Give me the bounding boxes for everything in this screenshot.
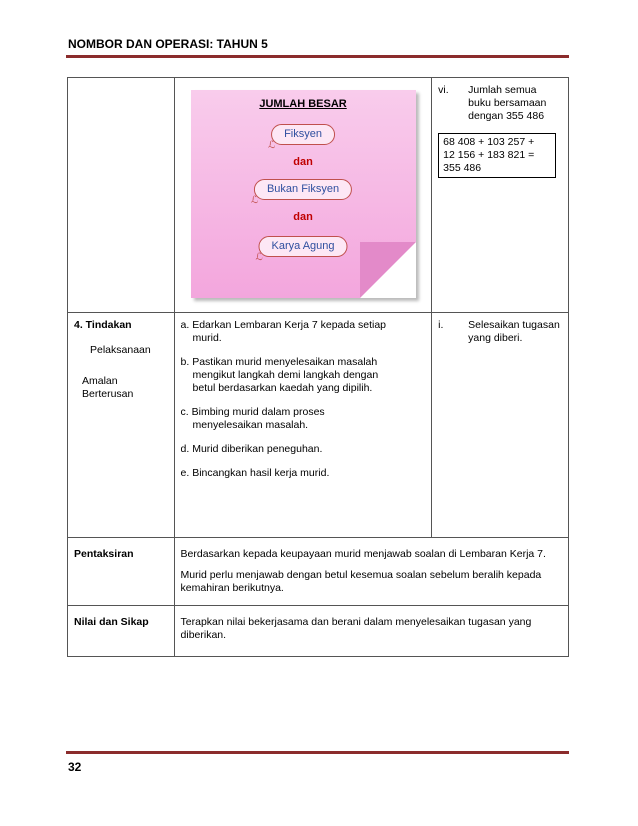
- steps-cell: [174, 313, 432, 538]
- table-row: [68, 538, 569, 606]
- assessment-cell: [174, 538, 568, 606]
- step-sub-label: [82, 375, 168, 401]
- item-number: vi.: [438, 84, 449, 96]
- cloud-bukan-fiksyen: [250, 179, 352, 206]
- swirl-icon: ℒ: [250, 195, 259, 206]
- list-item: [181, 319, 426, 345]
- item-line: b. Pastikan murid menyelesaikan masalah: [180, 356, 378, 368]
- paragraph: Berdasarkan kepada keupayaan murid menjawab soalan di Lembaran Kerja 7.: [180, 548, 546, 560]
- item-line: mengikut langkah demi langkah dengan: [192, 369, 379, 381]
- empty-cell: [68, 78, 175, 313]
- item-line: e. Bincangkan hasil kerja murid.: [180, 467, 330, 479]
- sub-label-line: Amalan: [82, 375, 118, 387]
- table-row: [68, 313, 569, 538]
- sticky-note: [191, 90, 416, 298]
- note-cell: [174, 78, 432, 313]
- item-line: d. Murid diberikan peneguhan.: [180, 443, 323, 455]
- item-text: Jumlah semua buku bersamaan dengan 355 486: [468, 84, 547, 122]
- swirl-icon: ℒ: [268, 140, 276, 151]
- cloud-label: Fiksyen: [284, 128, 322, 140]
- list-item: [438, 84, 562, 123]
- activity-cell: [432, 78, 569, 313]
- item-line: a. Edarkan Lembaran Kerja 7 kepada setiap: [180, 319, 386, 331]
- item-line: c. Bimbing murid dalam proses: [180, 406, 325, 418]
- item-line: menyelesaikan masalah.: [192, 419, 309, 431]
- list-item: [181, 356, 426, 395]
- cloud-karya-agung: [255, 236, 348, 263]
- item-text: Selesaikan tugasan yang diberi.: [468, 319, 560, 344]
- header-rule: [66, 55, 569, 58]
- activity-cell: [432, 313, 569, 538]
- calc-line: 68 408 + 103 257 +: [443, 136, 535, 148]
- row-label: Nilai dan Sikap: [68, 606, 175, 657]
- calc-line: 355 486: [443, 162, 482, 174]
- lesson-table: [67, 77, 569, 657]
- step-sub-label: Pelaksanaan: [90, 344, 151, 356]
- paragraph: Murid perlu menjawab dengan betul kesemua soalan sebelum beralih kepada kemahiran berikutnya.: [180, 569, 542, 594]
- item-line: betul berdasarkan kaedah yang dipilih.: [192, 382, 373, 394]
- cloud-label: Bukan Fiksyen: [266, 183, 340, 195]
- connector-text: dan: [293, 156, 313, 168]
- step-label-cell: [68, 313, 175, 538]
- calc-line: 12 156 + 183 821 =: [443, 149, 535, 161]
- list-item: [438, 319, 562, 345]
- page-curl: [360, 242, 416, 298]
- item-line: murid.: [192, 332, 222, 344]
- row-label: Pentaksiran: [68, 538, 175, 606]
- page-number: 32: [68, 760, 82, 774]
- connector-text: dan: [293, 211, 313, 223]
- sub-label-line: Berterusan: [82, 388, 134, 400]
- note-title: JUMLAH BESAR: [259, 98, 347, 110]
- item-number: i.: [438, 319, 444, 331]
- cloud-label: Karya Agung: [271, 240, 335, 252]
- table-row: [68, 78, 569, 313]
- list-item: [181, 443, 426, 456]
- swirl-icon: ℒ: [255, 252, 263, 263]
- calculation-box: [438, 133, 556, 178]
- list-item: [181, 406, 426, 432]
- page-header: NOMBOR DAN OPERASI: TAHUN 5: [68, 37, 268, 51]
- list-item: [181, 467, 426, 480]
- table-row: [68, 606, 569, 657]
- step-label: 4. Tindakan: [74, 319, 132, 331]
- cloud-fiksyen: [268, 124, 335, 151]
- footer-rule: [66, 751, 569, 754]
- values-cell: Terapkan nilai bekerjasama dan berani dalam menyelesaikan tugasan yang diberikan.: [174, 606, 568, 657]
